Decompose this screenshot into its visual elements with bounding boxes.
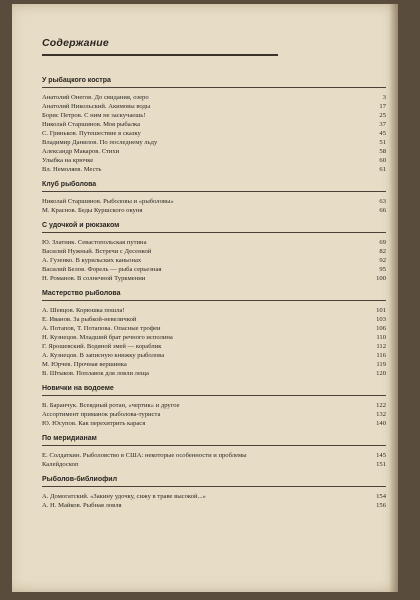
page-edge-shadow bbox=[389, 4, 398, 592]
entry-page-number: 37 bbox=[379, 121, 386, 128]
entry-title: Улыбка на крючке bbox=[42, 157, 94, 164]
section-title: По меридианам bbox=[42, 435, 97, 442]
toc-entry bbox=[42, 333, 386, 342]
entry-page-number: 66 bbox=[379, 207, 386, 214]
entry-title: Вл. Немоляев. Месть bbox=[42, 166, 102, 173]
entry-title: А. Потапов, Т. Потапова. Опасные трофеи bbox=[42, 325, 161, 332]
entry-page-number: 17 bbox=[379, 103, 386, 110]
entry-page-number: 106 bbox=[376, 325, 386, 332]
section-rule bbox=[42, 191, 386, 192]
entry-page-number: 132 bbox=[376, 411, 386, 418]
entry-page-number: 82 bbox=[379, 248, 386, 255]
contents-section bbox=[42, 382, 386, 428]
entry-title: Анатолий Онегов. До свидания, озеро bbox=[42, 94, 149, 101]
toc-entry bbox=[42, 238, 386, 247]
section-title: С удочкой и рюкзаком bbox=[42, 222, 120, 229]
entry-title: В. Баранчук. Всеядный ротан, «чертик» и другое bbox=[42, 402, 180, 409]
toc-entry bbox=[42, 419, 386, 428]
entry-title: А. Гузенко. В курильских каньонах bbox=[42, 257, 142, 264]
toc-entry bbox=[42, 165, 386, 174]
toc-entry bbox=[42, 120, 386, 129]
entry-page-number: 156 bbox=[376, 502, 386, 509]
toc-entry bbox=[42, 501, 386, 510]
entry-page-number: 103 bbox=[376, 316, 386, 323]
toc-entry bbox=[42, 129, 386, 138]
entry-title: Василий Нужный. Встречи с Десенкой bbox=[42, 248, 152, 255]
entry-title: Калейдоскоп bbox=[42, 461, 79, 468]
toc-entry bbox=[42, 401, 386, 410]
toc-entry bbox=[42, 360, 386, 369]
entry-title: А. Шевцов. Корюшка пошла! bbox=[42, 307, 125, 314]
section-title: Клуб рыболова bbox=[42, 181, 97, 188]
toc-entry bbox=[42, 369, 386, 378]
entry-page-number: 112 bbox=[376, 343, 386, 350]
entry-title: Н. Романов. В солнечной Туркмении bbox=[42, 275, 146, 282]
toc-entry bbox=[42, 315, 386, 324]
toc-entry bbox=[42, 247, 386, 256]
entry-page-number: 95 bbox=[379, 266, 386, 273]
entry-title: Н. Кузнецов. Младший брат речного исполина bbox=[42, 334, 173, 341]
section-title: У рыбацкого костра bbox=[42, 77, 111, 84]
entry-title: Е. Иванов. За рыбкой-невеличкой bbox=[42, 316, 137, 323]
toc-entry bbox=[42, 156, 386, 165]
entry-page-number: 100 bbox=[376, 275, 386, 282]
toc-entry bbox=[42, 460, 386, 469]
toc-entry bbox=[42, 102, 386, 111]
entry-page-number: 3 bbox=[382, 94, 386, 101]
entry-title: Ю. Юсупов. Как перехитрить карася bbox=[42, 420, 146, 427]
contents-section bbox=[42, 74, 386, 174]
toc-entry bbox=[42, 111, 386, 120]
toc-entry bbox=[42, 324, 386, 333]
toc-entry bbox=[42, 306, 386, 315]
entry-title: Василий Белов. Форель — рыба серьезная bbox=[42, 266, 162, 273]
contents-list bbox=[42, 74, 386, 514]
toc-entry bbox=[42, 492, 386, 501]
toc-entry bbox=[42, 256, 386, 265]
entry-page-number: 101 bbox=[376, 307, 386, 314]
toc-entry bbox=[42, 342, 386, 351]
entry-title: Владимир Данилов. По последнему льду bbox=[42, 139, 158, 146]
contents-section bbox=[42, 178, 386, 215]
entry-title: А. Н. Майков. Рыбная ловля bbox=[42, 502, 122, 509]
entry-title: А. Кузнецов. В записную книжку рыболова bbox=[42, 352, 165, 359]
entry-page-number: 151 bbox=[376, 461, 386, 468]
entry-page-number: 61 bbox=[379, 166, 386, 173]
toc-entry bbox=[42, 451, 386, 460]
entry-page-number: 51 bbox=[379, 139, 386, 146]
entry-title: Анатолий Никольский. Акимовы воды bbox=[42, 103, 151, 110]
entry-title: М. Юрчев. Прочная вершинка bbox=[42, 361, 127, 368]
toc-entry bbox=[42, 274, 386, 283]
entry-page-number: 45 bbox=[379, 130, 386, 137]
entry-page-number: 58 bbox=[379, 148, 386, 155]
toc-entry bbox=[42, 197, 386, 206]
contents-section bbox=[42, 473, 386, 510]
contents-heading: Содержание bbox=[42, 37, 109, 49]
contents-section bbox=[42, 287, 386, 378]
section-title: Рыболов-библиофил bbox=[42, 476, 118, 483]
section-rule bbox=[42, 395, 386, 396]
entry-title: Г. Ярошевский. Водяной змей — кораблик bbox=[42, 343, 162, 350]
entry-page-number: 122 bbox=[376, 402, 386, 409]
toc-entry bbox=[42, 138, 386, 147]
toc-entry bbox=[42, 147, 386, 156]
section-rule bbox=[42, 87, 386, 88]
toc-entry bbox=[42, 93, 386, 102]
entry-page-number: 120 bbox=[376, 370, 386, 377]
heading-rule bbox=[42, 54, 278, 56]
entry-page-number: 145 bbox=[376, 452, 386, 459]
section-rule bbox=[42, 300, 386, 301]
section-rule bbox=[42, 232, 386, 233]
entry-title: В. Штыков. Поплавок для ловли леща bbox=[42, 370, 149, 377]
entry-page-number: 63 bbox=[379, 198, 386, 205]
entry-page-number: 119 bbox=[376, 361, 386, 368]
entry-title: Николай Старшинов. Рыболовы и «рыболовы» bbox=[42, 198, 174, 205]
contents-section bbox=[42, 432, 386, 469]
section-title: Новички на водоеме bbox=[42, 385, 114, 392]
entry-title: А. Домогатский. «Закину удочку, сижу в траве высокой...» bbox=[42, 493, 206, 500]
entry-page-number: 110 bbox=[376, 334, 386, 341]
entry-title: Борис Петров. С ним не заскучаешь! bbox=[42, 112, 146, 119]
entry-page-number: 60 bbox=[379, 157, 386, 164]
entry-title: Ассортимент приманок рыболова-туриста bbox=[42, 411, 161, 418]
entry-page-number: 69 bbox=[379, 239, 386, 246]
entry-title: С. Гриньков. Путешествие в сказку bbox=[42, 130, 141, 137]
entry-page-number: 116 bbox=[376, 352, 386, 359]
entry-title: Николай Старшинов. Моя рыбалка bbox=[42, 121, 141, 128]
toc-entry bbox=[42, 410, 386, 419]
entry-page-number: 25 bbox=[379, 112, 386, 119]
entry-title: Ю. Златник. Севастопольская путина bbox=[42, 239, 147, 246]
section-rule bbox=[42, 486, 386, 487]
entry-title: М. Краснов. Беды Куршского окуня bbox=[42, 207, 143, 214]
entry-title: Александр Макаров. Стихи bbox=[42, 148, 120, 155]
section-rule bbox=[42, 445, 386, 446]
toc-entry bbox=[42, 265, 386, 274]
entry-page-number: 92 bbox=[379, 257, 386, 264]
toc-entry bbox=[42, 206, 386, 215]
entry-page-number: 154 bbox=[376, 493, 386, 500]
book-page bbox=[12, 4, 398, 592]
entry-page-number: 140 bbox=[376, 420, 386, 427]
entry-title: Е. Солдаткин. Рыболовство в США: некоторые особенности и проблемы bbox=[42, 452, 247, 459]
toc-entry bbox=[42, 351, 386, 360]
contents-section bbox=[42, 219, 386, 283]
section-title: Мастерство рыболова bbox=[42, 290, 121, 297]
